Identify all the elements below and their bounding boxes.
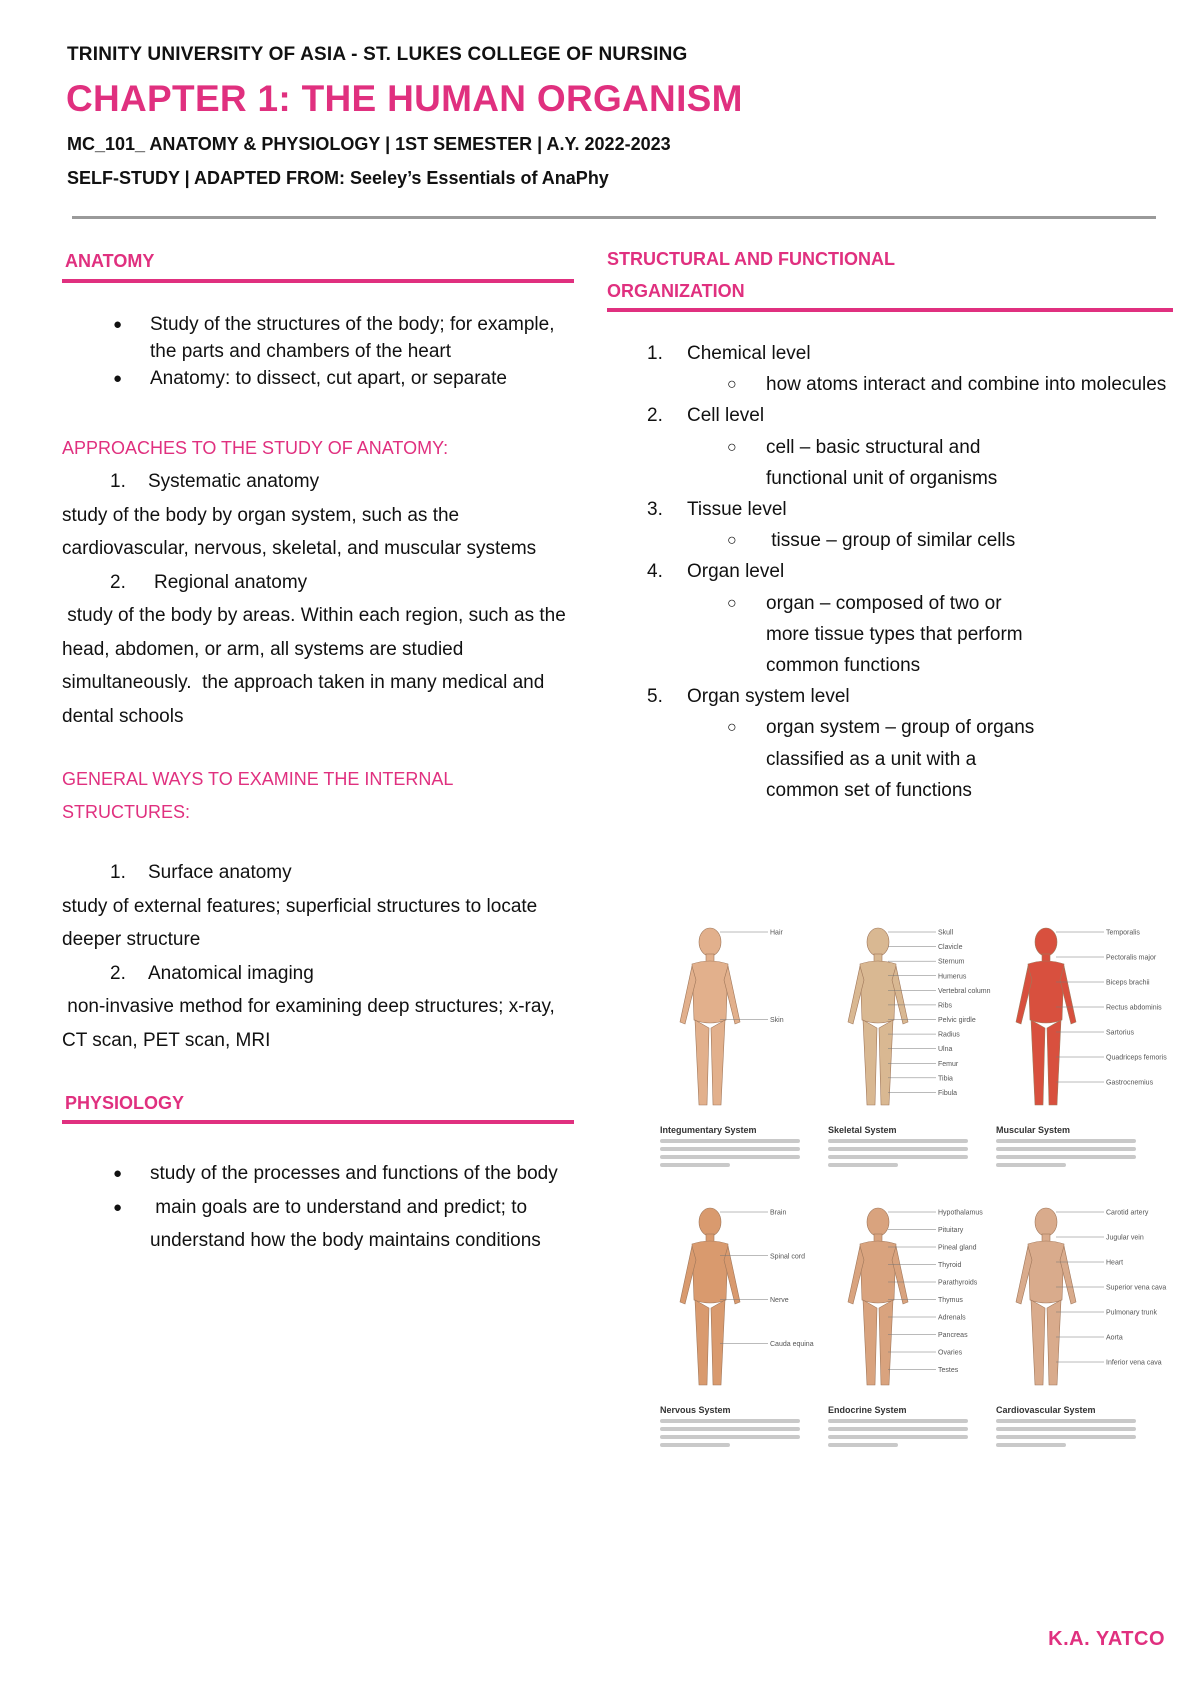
body-part-shape	[867, 1208, 889, 1236]
level-title: Chemical level	[687, 343, 811, 364]
list-item	[62, 1191, 582, 1258]
anatomy-label: Sartorius	[1106, 1029, 1135, 1037]
circle-bullet-icon: ○	[727, 438, 737, 456]
body-part-shape	[1031, 1020, 1045, 1105]
anatomy-label: Ribs	[938, 1002, 953, 1010]
body-part-shape	[1047, 1300, 1061, 1385]
caption-text-line	[996, 1443, 1066, 1447]
caption-text-line	[996, 1163, 1066, 1167]
body-figure-illustration	[828, 920, 991, 1120]
caption-text-line	[660, 1419, 800, 1423]
circle-bullet-icon: ○	[727, 532, 737, 550]
anatomy-label: Radius	[938, 1031, 960, 1039]
anatomy-label: Femur	[938, 1060, 959, 1068]
body-part-shape	[699, 928, 721, 956]
organ-system-caption: Endocrine System	[828, 1405, 907, 1415]
item-description: study of the body by organ system, such as the cardiovascular, nervous, skeletal, and muscular systems	[62, 504, 537, 559]
item-description: study of the body by areas. Within each region, such as the head, abdomen, or arm, all systems are studied simultaneously. the approach taken in many medical and dental schools	[62, 605, 572, 727]
anatomy-label: Tibia	[938, 1075, 953, 1083]
organization-heading: STRUCTURAL AND FUNCTIONAL ORGANIZATION	[607, 249, 895, 301]
caption-text-line	[996, 1147, 1136, 1151]
item-number: 2.	[110, 962, 126, 984]
bullet-icon: ●	[113, 316, 123, 333]
list-item	[607, 525, 1167, 556]
bullet-icon: ●	[113, 1198, 123, 1216]
anatomy-label: Pancreas	[938, 1332, 968, 1339]
approaches-list	[62, 465, 582, 733]
examine-list	[62, 856, 582, 1057]
body-part-shape	[711, 1300, 725, 1385]
physiology-bullet-1: study of the processes and functions of the body	[150, 1163, 558, 1184]
list-item	[607, 400, 1167, 431]
body-part-shape	[1035, 928, 1057, 956]
caption-text-line	[828, 1139, 968, 1143]
circle-bullet-icon: ○	[727, 594, 737, 612]
organ-system-panel	[660, 1200, 820, 1447]
caption-text-line	[828, 1163, 898, 1167]
caption-text-line	[996, 1427, 1136, 1431]
list-item	[607, 494, 1167, 525]
course-line: MC_101_ ANATOMY & PHYSIOLOGY | 1ST SEMESTER | A.Y. 2022-2023	[67, 134, 671, 154]
list-item	[62, 1157, 582, 1191]
list-item	[607, 556, 1167, 587]
levels-list	[607, 338, 1167, 806]
list-item	[607, 588, 1026, 682]
chapter-title: CHAPTER 1: THE HUMAN ORGANISM	[66, 78, 743, 119]
anatomy-label: Hair	[770, 929, 783, 937]
circle-bullet-icon: ○	[727, 719, 737, 737]
list-item	[62, 957, 582, 991]
item-description: non-invasive method for examining deep structures; x-ray, CT scan, PET scan, MRI	[62, 996, 561, 1051]
caption-text-line	[660, 1139, 800, 1143]
source-line: SELF-STUDY | ADAPTED FROM: Seeley’s Essentials of AnaPhy	[67, 168, 609, 188]
anatomy-label: Thymus	[938, 1297, 963, 1304]
organ-system-caption: Nervous System	[660, 1405, 731, 1415]
anatomy-bullet-1: Study of the structures of the body; for example, the parts and chambers of the heart	[150, 314, 555, 362]
bullet-icon: ●	[113, 370, 123, 387]
approaches-heading: APPROACHES TO THE STUDY OF ANATOMY:	[62, 438, 449, 458]
body-part-shape	[692, 961, 728, 1023]
list-item	[607, 432, 1026, 494]
body-figure-illustration	[660, 1200, 820, 1400]
caption-text-line	[996, 1155, 1136, 1159]
anatomy-label: Pituitary	[938, 1227, 964, 1234]
organ-system-panel	[660, 920, 820, 1167]
anatomy-label: Superior vena cava	[1106, 1284, 1167, 1292]
anatomy-label: Cauda equina	[770, 1340, 814, 1348]
anatomy-heading: ANATOMY	[65, 251, 155, 271]
anatomy-label: Vertebral column	[938, 987, 991, 995]
anatomy-label: Pineal gland	[938, 1244, 977, 1252]
organ-system-panel	[828, 1200, 988, 1447]
physiology-heading-bar	[62, 1120, 574, 1124]
body-part-shape	[699, 1208, 721, 1236]
item-title: Systematic anatomy	[148, 471, 320, 492]
physiology-heading: PHYSIOLOGY	[65, 1093, 185, 1113]
physiology-bullet-2: main goals are to understand and predict; to understand how the body maintains conditions	[150, 1196, 541, 1251]
caption-text-line	[828, 1435, 968, 1439]
anatomy-label: Humerus	[938, 973, 967, 981]
caption-text-line	[660, 1443, 730, 1447]
list-item	[607, 681, 1167, 712]
body-part-shape	[863, 1020, 877, 1105]
anatomy-label: Adrenals	[938, 1314, 966, 1322]
organ-system-caption: Muscular System	[996, 1125, 1071, 1135]
body-figure-illustration	[996, 920, 1167, 1120]
body-part-shape	[860, 1241, 896, 1303]
anatomy-label: Spinal cord	[770, 1253, 806, 1261]
caption-text-line	[660, 1163, 730, 1167]
caption-text-line	[828, 1427, 968, 1431]
anatomy-label: Pulmonary trunk	[1106, 1309, 1157, 1317]
list-item	[62, 856, 582, 890]
anatomy-label: Biceps brachii	[1106, 979, 1150, 987]
level-number: 3.	[647, 499, 663, 521]
anatomy-label: Brain	[770, 1209, 787, 1217]
physiology-bullets	[62, 1157, 582, 1258]
anatomy-label: Gastrocnemius	[1106, 1079, 1154, 1087]
list-item	[62, 566, 582, 600]
level-title: Tissue level	[687, 499, 787, 521]
body-part-shape	[711, 1020, 725, 1105]
anatomy-label: Skin	[770, 1017, 784, 1024]
anatomy-label: Ovaries	[938, 1349, 963, 1357]
left-column	[62, 245, 582, 1258]
body-part-shape	[1047, 1020, 1061, 1105]
anatomy-label: Temporalis	[1106, 929, 1140, 937]
caption-text-line	[996, 1435, 1136, 1439]
caption-text-line	[660, 1155, 800, 1159]
body-figure-illustration	[828, 1200, 988, 1400]
caption-text-line	[996, 1139, 1136, 1143]
item-number: 1.	[110, 862, 126, 883]
list-item	[62, 311, 582, 365]
anatomy-label: Pelvic girdle	[938, 1017, 976, 1024]
organ-system-panel	[996, 1200, 1167, 1447]
body-figure-illustration	[996, 1200, 1167, 1400]
item-number: 2.	[110, 571, 126, 593]
level-number: 2.	[647, 405, 663, 427]
anatomy-label: Ulna	[938, 1046, 953, 1054]
anatomy-label: Jugular vein	[1106, 1234, 1144, 1242]
list-item	[607, 712, 1036, 806]
anatomy-label: Quadriceps femoris	[1106, 1054, 1167, 1062]
caption-text-line	[828, 1147, 968, 1151]
level-title: Cell level	[687, 405, 765, 427]
anatomy-label: Heart	[1106, 1259, 1124, 1267]
item-description: study of external features; superficial structures to locate deeper structure	[62, 895, 538, 950]
anatomy-label: Pectoralis major	[1106, 954, 1157, 962]
level-description: how atoms interact and combine into molecules	[766, 374, 1167, 396]
anatomy-label: Skull	[938, 929, 954, 937]
list-item	[607, 338, 1167, 369]
list-item	[607, 369, 1167, 400]
organ-system-caption: Skeletal System	[828, 1125, 897, 1135]
level-description: organ – composed of two or more tissue types that perform common functions	[766, 592, 1023, 677]
body-figure-illustration	[660, 920, 820, 1120]
caption-text-line	[660, 1147, 800, 1151]
body-part-shape	[863, 1300, 877, 1385]
organ-system-panel	[996, 920, 1167, 1167]
examine-heading: GENERAL WAYS TO EXAMINE THE INTERNAL STRUCTURES:	[62, 769, 453, 822]
body-part-shape	[1031, 1300, 1045, 1385]
anatomy-label: Sternum	[938, 958, 965, 966]
item-number: 1.	[110, 471, 126, 492]
institution-line: TRINITY UNIVERSITY OF ASIA - ST. LUKES COLLEGE OF NURSING	[67, 44, 688, 65]
body-part-shape	[1028, 961, 1064, 1023]
anatomy-label: Aorta	[1106, 1334, 1123, 1342]
level-title: Organ level	[687, 561, 785, 583]
level-number: 5.	[647, 686, 663, 708]
circle-bullet-icon: ○	[727, 376, 737, 394]
body-part-shape	[879, 1300, 893, 1385]
anatomy-label: Inferior vena cava	[1106, 1359, 1162, 1367]
header-divider	[72, 216, 1156, 219]
caption-text-line	[660, 1435, 800, 1439]
author-name: K.A. YATCO	[1048, 1628, 1165, 1650]
anatomy-label: Parathyroids	[938, 1279, 978, 1287]
list-item	[62, 465, 582, 499]
body-part-shape	[1028, 1241, 1064, 1303]
level-title: Organ system level	[687, 686, 850, 708]
anatomy-label: Clavicle	[938, 944, 963, 952]
organization-heading-bar	[607, 308, 1173, 312]
level-description: organ system – group of organs classified as a unit with a common set of functions	[766, 717, 1035, 801]
body-part-shape	[695, 1300, 709, 1385]
anatomy-heading-bar	[62, 279, 574, 283]
body-part-shape	[1035, 1208, 1057, 1236]
item-title: Regional anatomy	[154, 571, 308, 593]
organ-system-caption: Integumentary System	[660, 1125, 757, 1135]
level-number: 4.	[647, 561, 663, 583]
caption-text-line	[828, 1155, 968, 1159]
bullet-icon: ●	[113, 1165, 123, 1182]
body-part-shape	[692, 1241, 728, 1303]
anatomy-label: Fibula	[938, 1089, 958, 1097]
anatomy-label: Rectus abdominis	[1106, 1004, 1162, 1012]
organ-systems-figure	[660, 920, 1170, 1480]
anatomy-bullets	[62, 311, 582, 392]
caption-text-line	[660, 1427, 800, 1431]
organ-system-panel	[828, 920, 991, 1167]
body-part-shape	[860, 961, 896, 1023]
anatomy-label: Testes	[938, 1367, 959, 1374]
body-part-shape	[695, 1020, 709, 1105]
anatomy-label: Thyroid	[938, 1262, 962, 1269]
level-number: 1.	[647, 343, 663, 364]
caption-text-line	[828, 1443, 898, 1447]
caption-text-line	[996, 1419, 1136, 1423]
item-title: Surface anatomy	[148, 862, 292, 883]
level-description: tissue – group of similar cells	[766, 530, 1016, 552]
body-part-shape	[867, 928, 889, 956]
level-description: cell – basic structural and functional unit of organisms	[766, 436, 998, 489]
list-item	[62, 365, 582, 392]
organ-system-caption: Cardiovascular System	[996, 1405, 1096, 1415]
anatomy-bullet-2: Anatomy: to dissect, cut apart, or separate	[150, 368, 507, 389]
anatomy-label: Hypothalamus	[938, 1209, 983, 1217]
item-title: Anatomical imaging	[148, 962, 314, 984]
right-column	[607, 243, 1167, 806]
caption-text-line	[828, 1419, 968, 1423]
anatomy-label: Nerve	[770, 1297, 789, 1304]
anatomy-label: Carotid artery	[1106, 1209, 1149, 1217]
